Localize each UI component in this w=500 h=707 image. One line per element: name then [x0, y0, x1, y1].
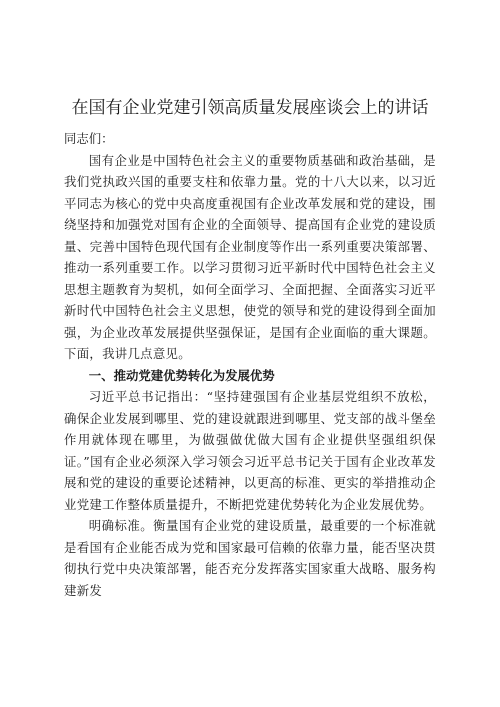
intro-paragraph: 国有企业是中国特色社会主义的重要物质基础和政治基础，是我们党执政兴国的重要支柱和依靠力量。党的十八大以来，以习近平同志为核心的党中央高度重视国有企业改革发展和党的建设，围绕坚持和加强党对国有企业的全面领导、提高国有企业党的建设质量、完善中国特色现代国有企业制度等作出一系列重要决策部署、推动一系列重要工作。以学习贯彻习近平新时代中国特色社会主义思想主题教育为契机，如何全面学习、全面把握、全面落实习近平新时代中国特色社会主义思想，使党的领导和党的建设得到全面加强，为企业改革发展提供坚强保证，是国有企业面临的重大课题。下面，我讲几点意见。 [64, 152, 436, 361]
document-title: 在国有企业党建引领高质量发展座谈会上的讲话 [71, 98, 429, 118]
section-paragraph-1: 习近平总书记指出：“坚持建强国有企业基层党组织不放松，确保企业发展到哪里、党的建设就跟进到哪里、党支部的战斗堡垒作用就体现在哪里，为做强做优做大国有企业提供坚强组织保证。”国有企业必须深入学习领会习近平总书记关于国有企业改革发展和党的建设的重要论述精神，以更高的标准、更实的举措推动企业党建工作整体质量提升，不断把党建优势转化为企业发展优势。 [64, 389, 436, 512]
document-body [64, 96, 436, 601]
salutation: 同志们： [64, 131, 114, 146]
section-heading: 一、推动党建优势转化为发展优势 [88, 367, 275, 383]
section-paragraph-2: 明确标准。衡量国有企业党的建设质量，最重要的一个标准就是看国有企业能否成为党和国家最可信赖的依靠力量，能否坚决贯彻执行党中央决策部署，能否充分发挥落实国家重大战略、服务构建新发 [64, 518, 436, 598]
